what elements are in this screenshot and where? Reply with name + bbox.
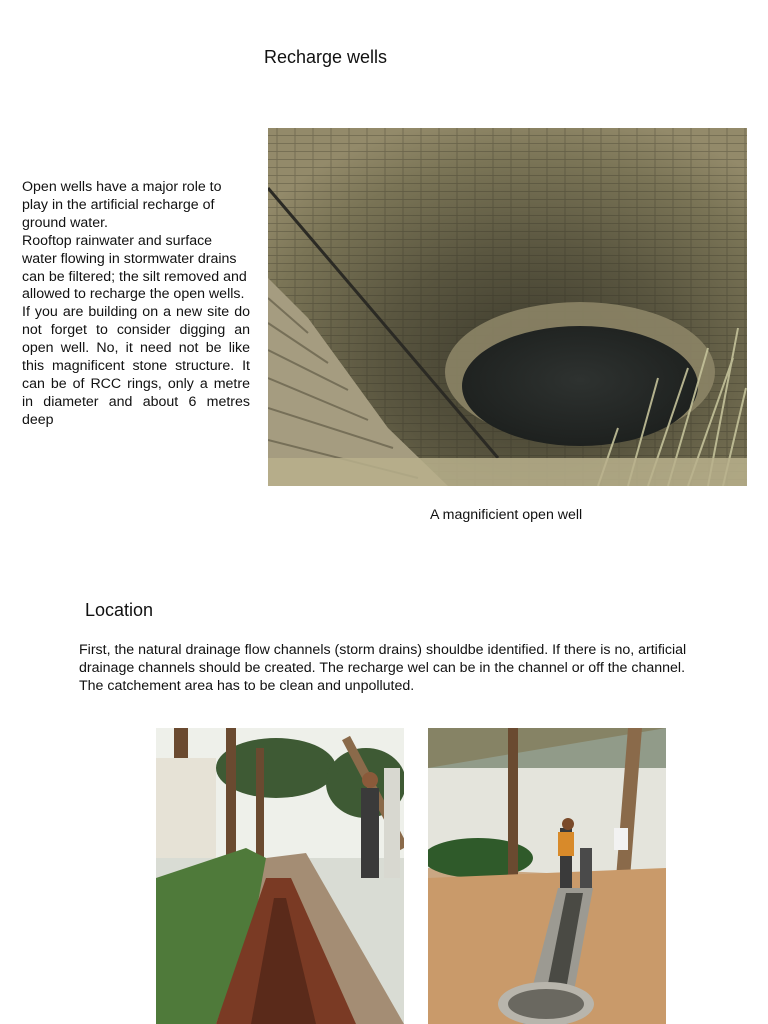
location-text	[79, 641, 719, 695]
intro-text	[22, 179, 250, 430]
drain-channel-photo	[156, 728, 404, 1024]
location-paragraph-1: First, the natural drainage flow channels (storm drains) shouldbe identified. If there is no, artificial drainage channels should be created. The recharge wel can be in the channel or off the channel.	[79, 642, 687, 676]
location-heading: Location	[85, 600, 154, 620]
open-well-photo	[268, 128, 747, 486]
intro-paragraph-3: If you are building on a new site do not forget to consider digging an open well. No, it need not be like this magnificent stone structure. It can be of RCC rings, only a metre in diameter and about 6 metres deep	[22, 304, 250, 428]
figure-caption: A magnificient open well	[430, 507, 583, 523]
page-title: Recharge wells	[264, 47, 388, 67]
recharge-well-construction-photo	[428, 728, 666, 1024]
intro-paragraph-2: Rooftop rainwater and surface water flowing in stormwater drains can be filtered; the silt removed and allowed to recharge the open wells.	[22, 232, 247, 303]
location-paragraph-2: The catchement area has to be clean and unpolluted.	[79, 678, 415, 694]
intro-paragraph-1: Open wells have a major role to play in the artificial recharge of ground water.	[22, 179, 222, 231]
